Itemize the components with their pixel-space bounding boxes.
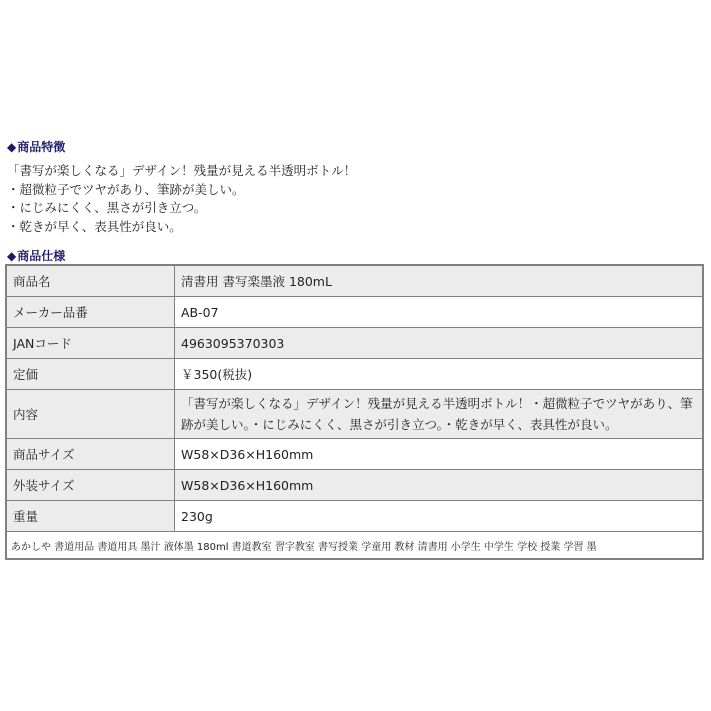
keyword-tags: あかしや 書道用品 書道用具 墨汁 液体墨 180ml 書道教室 習字教室 書写授業 学童用 教材 清書用 小学生 中学生 学校 授業 学習 墨 — [6, 532, 703, 560]
features-heading-text: 商品特徴 — [17, 140, 66, 154]
feature-line: 「書写が楽しくなる」デザイン！残量が見える半透明ボトル！ — [7, 163, 357, 178]
spec-value: W58×D36×H160mm — [175, 470, 704, 501]
spec-label: メーカー品番 — [6, 297, 175, 328]
spec-value: 4963095370303 — [175, 328, 704, 359]
spec-label: 商品名 — [6, 265, 175, 297]
feature-line: ・にじみにくく、黒さが引き立つ。 — [7, 200, 207, 215]
table-row — [6, 359, 703, 390]
diamond-bullet-icon: ◆ — [7, 249, 17, 263]
feature-line: ・超微粒子でツヤがあり、筆跡が美しい。 — [7, 181, 245, 197]
spec-label: 重量 — [6, 501, 175, 532]
table-row — [6, 439, 703, 470]
spec-value: ￥350(税抜) — [175, 359, 704, 390]
spec-label: JANコード — [6, 328, 175, 359]
diamond-bullet-icon: ◆ — [7, 140, 17, 154]
table-row — [6, 297, 703, 328]
table-row — [6, 390, 703, 439]
spec-label: 外装サイズ — [6, 470, 175, 501]
table-row — [6, 470, 703, 501]
spec-value: W58×D36×H160mm — [175, 439, 704, 470]
feature-line: ・乾きが早く、表具性が良い。 — [7, 218, 182, 234]
spec-value: 清書用 書写楽墨液 180mL — [175, 265, 704, 297]
table-row — [6, 328, 703, 359]
spec-heading — [7, 247, 65, 264]
tags-row — [6, 532, 703, 560]
features-list — [7, 162, 356, 236]
spec-value: 230g — [175, 501, 704, 532]
table-row — [6, 265, 703, 297]
features-heading — [7, 138, 65, 155]
spec-label: 定価 — [6, 359, 175, 390]
spec-heading-text: 商品仕様 — [17, 249, 66, 263]
table-row — [6, 501, 703, 532]
spec-label: 内容 — [6, 390, 175, 439]
spec-label: 商品サイズ — [6, 439, 175, 470]
spec-table — [5, 264, 704, 560]
spec-value: AB-07 — [175, 297, 704, 328]
spec-value: 「書写が楽しくなる」デザイン！残量が見える半透明ボトル！・超微粒子でツヤがあり、筆跡が美しい。・にじみにくく、黒さが引き立つ。・乾きが早く、表具性が良い。 — [175, 390, 704, 439]
